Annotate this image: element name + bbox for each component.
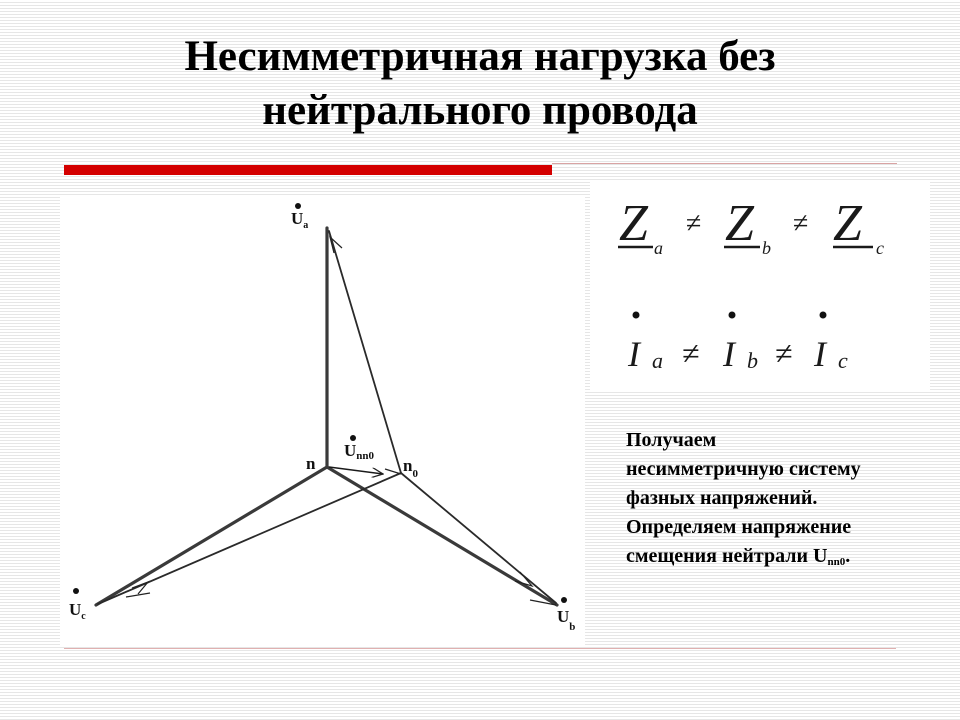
title-accent-bar [64,165,552,175]
line-voltage-n0-b [401,473,556,603]
i-c-dot [820,312,827,319]
z-c-subscript: c [876,238,884,258]
z-b-symbol: Z [725,195,754,252]
z-c-symbol: Z [833,195,862,252]
ub-label: $U_b$ [557,607,576,633]
node-n0-label: $n_0$ [403,456,418,480]
phase-vector-b [327,467,557,605]
uc-dot [73,588,79,594]
description-text [626,426,946,577]
line-voltage-n0-c [98,473,401,604]
i-neq-1: ≠ [682,335,700,371]
description-line-4: Определяем напряжение [626,516,852,538]
i-neq-2: ≠ [775,335,793,371]
i-c-subscript: c [838,348,848,373]
vector-diagram-svg [60,195,585,645]
z-neq-1: ≠ [686,208,702,239]
slide-title [40,30,920,138]
description-line-5-text: смещения нейтрали U [626,545,828,567]
line-voltage-n0-a [329,231,401,473]
description-line-3: фазных напряжений. [626,487,818,509]
i-a-subscript: a [652,348,663,373]
ub-dot [561,597,567,603]
i-a-dot [633,312,640,319]
arrowhead-b [515,572,532,586]
formulas-svg [590,180,930,390]
bottom-divider-line [64,648,896,649]
z-b-subscript: b [762,238,771,258]
i-a-symbol: I [628,334,640,374]
i-b-subscript: b [747,348,758,373]
z-neq-2: ≠ [793,208,809,239]
vector-diagram [60,195,585,645]
description-line-5-subscript: nn0 [827,556,846,568]
description-line-1: Получаем [626,429,717,451]
slide-title-line-1: Несимметричная нагрузка без [184,33,776,80]
i-c-symbol: I [814,334,826,374]
arrowhead-a [330,237,342,253]
ua-label: $U_a$ [291,209,309,231]
description-line-2: несимметричную систему [626,458,861,480]
i-b-symbol: I [723,334,735,374]
unn0-label: Unn0 [344,441,375,462]
formulas-panel [590,180,930,390]
i-b-dot [729,312,736,319]
uc-label: $U_c$ [69,600,86,622]
slide-title-line-2: нейтрального провода [262,87,698,134]
node-n-label: n [306,454,316,473]
description-line-5 [626,542,946,577]
title-divider-line [552,163,897,164]
z-a-subscript: a [654,238,663,258]
phase-vector-c [96,467,327,605]
tick-n0 [385,469,401,474]
description-line-5-end: . [845,545,851,567]
z-a-symbol: Z [619,195,648,252]
